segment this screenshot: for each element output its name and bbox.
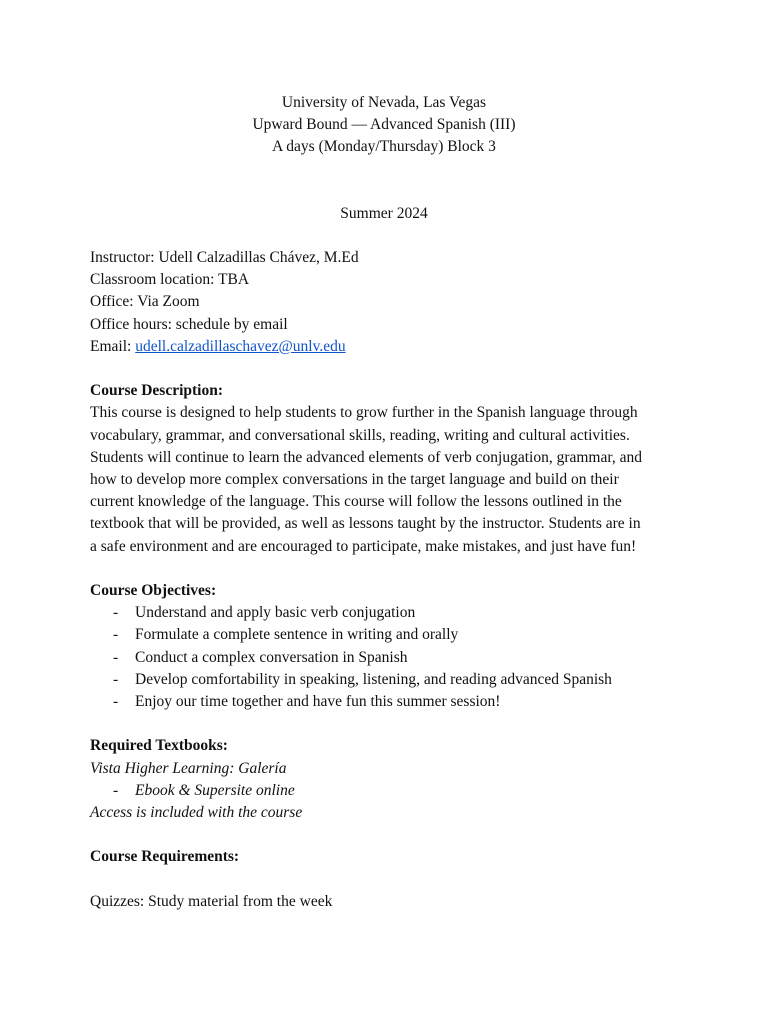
spacer bbox=[90, 869, 690, 891]
objectives-list bbox=[90, 602, 690, 713]
textbook-item: Ebook & Supersite online bbox=[135, 781, 295, 799]
instructor-line: Instructor: Udell Calzadillas Chávez, M.Ed bbox=[90, 249, 359, 266]
spacer bbox=[90, 713, 690, 735]
class-schedule: A days (Monday/Thursday) Block 3 bbox=[272, 138, 496, 156]
spacer bbox=[90, 558, 690, 580]
description-line: vocabulary, grammar, and conversational skills, reading, writing and cultural activities. bbox=[90, 426, 630, 444]
description-line: current knowledge of the language. This course will follow the lessons outlined in the bbox=[90, 493, 622, 511]
objective-text: Enjoy our time together and have fun this summer session! bbox=[135, 693, 501, 711]
list-item bbox=[90, 624, 690, 646]
textbook-title: Vista Higher Learning: Galería bbox=[90, 759, 287, 777]
classroom-line: Classroom location: TBA bbox=[90, 271, 250, 289]
description-line: Students will continue to learn the advanced elements of verb conjugation, grammar, and bbox=[90, 448, 643, 466]
objective-text: Understand and apply basic verb conjugation bbox=[135, 604, 416, 622]
objective-text: Conduct a complex conversation in Spanish bbox=[135, 648, 408, 666]
bullet-dash: - bbox=[113, 781, 119, 799]
email-line bbox=[90, 336, 690, 358]
required-textbooks-heading: Required Textbooks: bbox=[90, 737, 228, 755]
email-label: Email: bbox=[90, 337, 136, 355]
bullet-dash: - bbox=[113, 648, 119, 666]
course-requirements-heading: Course Requirements: bbox=[90, 848, 240, 866]
spacer bbox=[90, 824, 690, 846]
office-hours-line: Office hours: schedule by email bbox=[90, 315, 288, 333]
course-objectives-heading: Course Objectives: bbox=[90, 582, 217, 600]
description-line: This course is designed to help students to grow further in the Spanish language through bbox=[90, 404, 638, 422]
bullet-dash: - bbox=[113, 604, 119, 622]
bullet-dash: - bbox=[113, 670, 119, 688]
quizzes-line: Quizzes: Study material from the week bbox=[90, 892, 333, 910]
bullet-dash: - bbox=[113, 693, 119, 711]
term-label: Summer 2024 bbox=[340, 205, 428, 222]
institution-name: University of Nevada, Las Vegas bbox=[281, 94, 487, 111]
office-line: Office: Via Zoom bbox=[90, 293, 200, 311]
description-line: a safe environment and are encouraged to participate, make mistakes, and just have fun! bbox=[90, 537, 637, 555]
list-item bbox=[90, 780, 690, 802]
document-body bbox=[90, 247, 690, 913]
description-line: how to develop more complex conversations in the target language and build on their bbox=[90, 471, 619, 489]
email-link[interactable]: udell.calzadillaschavez@unlv.edu bbox=[135, 337, 346, 355]
course-description-heading: Course Description: bbox=[90, 382, 224, 400]
textbook-access-note: Access is included with the course bbox=[90, 804, 303, 822]
list-item bbox=[90, 669, 690, 691]
bullet-dash: - bbox=[113, 626, 119, 644]
objective-text: Develop comfortability in speaking, listening, and reading advanced Spanish bbox=[135, 670, 612, 688]
list-item bbox=[90, 691, 690, 713]
course-description-text bbox=[90, 402, 690, 557]
program-title: Upward Bound — Advanced Spanish (III) bbox=[252, 116, 516, 134]
document-header bbox=[0, 92, 768, 159]
spacer bbox=[90, 358, 690, 380]
textbook-list bbox=[90, 780, 690, 802]
description-line: textbook that will be provided, as well as lessons taught by the instructor. Students are in bbox=[90, 515, 641, 533]
list-item bbox=[90, 647, 690, 669]
objective-text: Formulate a complete sentence in writing and orally bbox=[135, 626, 459, 644]
list-item bbox=[90, 602, 690, 624]
